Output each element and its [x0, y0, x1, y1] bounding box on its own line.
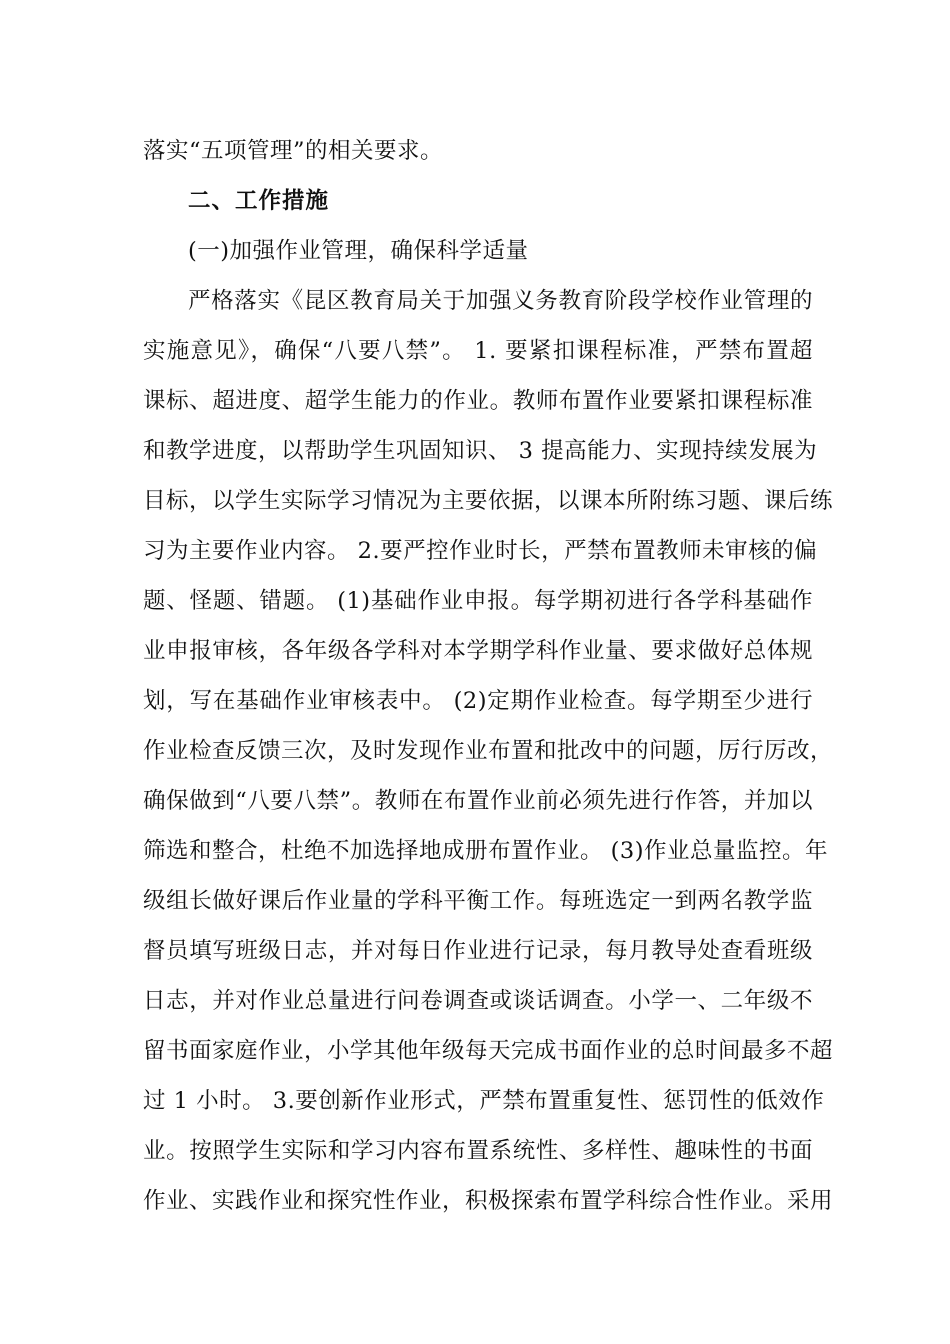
paragraph-line: 级组长做好课后作业量的学科平衡工作。每班选定一到两名教学监: [143, 888, 813, 914]
section-heading: 二、工作措施: [188, 188, 330, 214]
paragraph-line: 作业检查反馈三次，及时发现作业布置和批改中的问题，厉行厉改，: [143, 738, 834, 764]
paragraph-line: 作业、实践作业和探究性作业，积极探索布置学科综合性作业。采用: [143, 1188, 834, 1214]
paragraph-line: 实施意见》，确保“八要八禁”。 1. 要紧扣课程标准，严禁布置超: [143, 338, 813, 364]
paragraph-line: 落实“五项管理”的相关要求。: [143, 138, 444, 164]
paragraph-line: 业申报审核，各年级各学科对本学期学科作业量、要求做好总体规: [143, 638, 813, 664]
paragraph-line: 课标、超进度、超学生能力的作业。教师布置作业要紧扣课程标准: [143, 388, 813, 414]
paragraph-line: 习为主要作业内容。 2.要严控作业时长，严禁布置教师未审核的偏: [143, 538, 818, 564]
paragraph-line: 严格落实《昆区教育局关于加强义务教育阶段学校作业管理的: [188, 288, 813, 314]
paragraph-line: 过 1 小时。 3.要创新作业形式，严禁布置重复性、惩罚性的低效作: [143, 1088, 825, 1114]
paragraph-line: 日志，并对作业总量进行问卷调查或谈话调查。小学一、二年级不: [143, 988, 813, 1014]
paragraph-line: 和教学进度，以帮助学生巩固知识、 3 提高能力、实现持续发展为: [143, 438, 818, 464]
paragraph-line: 目标，以学生实际学习情况为主要依据，以课本所附练习题、课后练: [143, 488, 834, 514]
paragraph-line: 划，写在基础作业审核表中。 (2)定期作业检查。每学期至少进行: [143, 688, 813, 714]
paragraph-line: 题、怪题、错题。 (1)基础作业申报。每学期初进行各学科基础作: [143, 588, 813, 614]
subsection-heading: (一)加强作业管理，确保科学适量: [188, 238, 529, 264]
paragraph-line: 督员填写班级日志，并对每日作业进行记录，每月教导处查看班级: [143, 938, 813, 964]
paragraph-line: 确保做到“八要八禁”。教师在布置作业前必须先进行作答，并加以: [143, 788, 813, 814]
paragraph-line: 筛选和整合，杜绝不加选择地成册布置作业。 (3)作业总量监控。年: [143, 838, 829, 864]
paragraph-line: 业。按照学生实际和学习内容布置系统性、多样性、趣味性的书面: [143, 1138, 813, 1164]
paragraph-line: 留书面家庭作业，小学其他年级每天完成书面作业的总时间最多不超: [143, 1038, 834, 1064]
